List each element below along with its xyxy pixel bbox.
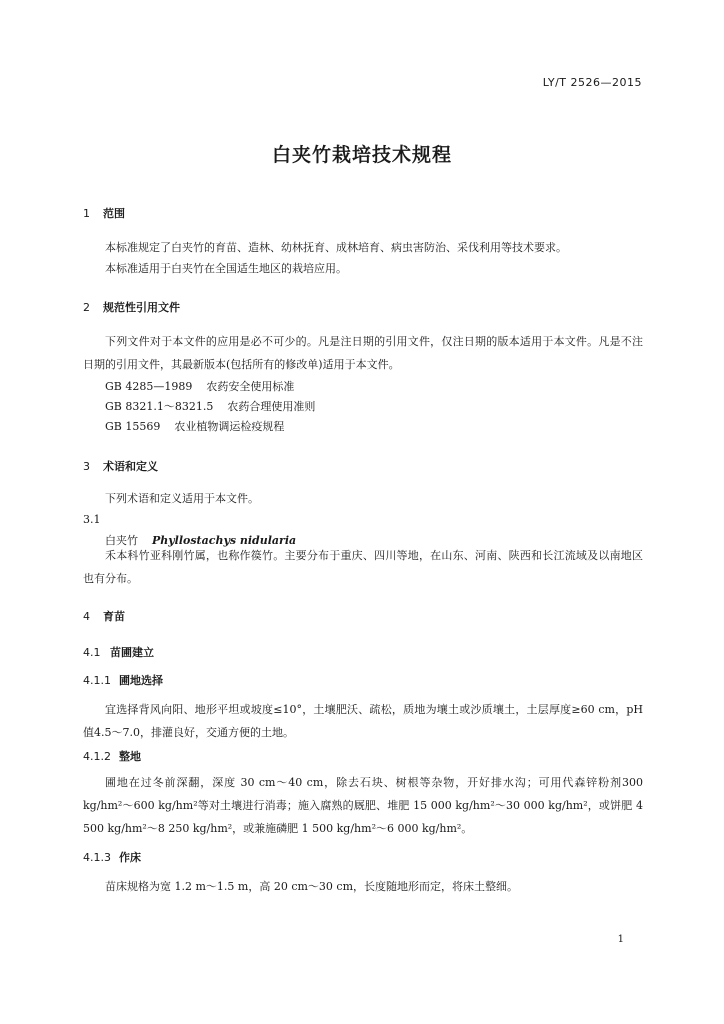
paragraph: 下列术语和定义适用于本文件。 [105,492,259,505]
reference-item [105,378,294,394]
paragraph: 下列文件对于本文件的应用是必不可少的。凡是注日期的引用文件，仅注日期的版本适用于本文件。凡是不注日期的引用文件，其最新版本(包括所有的修改单)适用于本文件。 [83,335,643,371]
section-number: 4.1.1 [83,674,111,687]
section-title: 圃地选择 [119,674,163,687]
page-number: 1 [617,934,624,945]
paragraph: 宜选择背风向阳、地形平坦或坡度≤10°，土壤肥沃、疏松，质地为壤土或沙质壤土，土层厚度≥60 cm，pH 值4.5～7.0，排灌良好，交通方便的土地。 [83,703,643,739]
section-title: 苗圃建立 [110,646,154,659]
section-title: 作床 [119,851,141,864]
section-title: 范围 [103,207,125,220]
section-number: 4.1.2 [83,750,111,763]
section-title: 整地 [119,750,141,763]
reference-code: GB 15569 [105,420,161,433]
section-title: 育苗 [103,610,125,623]
section-heading [83,205,125,221]
section-heading [83,458,158,474]
subsection-heading [83,644,154,660]
subsection-heading [83,849,141,865]
section-number: 4.1 [83,646,101,659]
section-number: 4.1.3 [83,851,111,864]
reference-name: 农药安全使用标准 [206,380,295,393]
subsection-heading [83,672,163,688]
reference-name: 农药合理使用准则 [227,400,316,413]
paragraph: 本标准适用于白夹竹在全国适生地区的栽培应用。 [105,262,347,275]
section-heading [83,299,180,315]
reference-name: 农业植物调运检疫规程 [174,420,285,433]
reference-item [105,418,284,434]
subsection-heading [83,748,141,764]
section-heading [83,608,125,624]
paragraph: 苗床规格为宽 1.2 m～1.5 m，高 20 cm～30 cm，长度随地形而定，将床土整细。 [105,880,519,893]
paragraph: 本标准规定了白夹竹的育苗、造林、幼林抚育、成林培育、病虫害防治、采伐利用等技术要求。 [105,241,567,254]
term-number: 3.1 [83,513,101,526]
term-latin: Phyllostachys nidularia [152,534,297,547]
section-title: 术语和定义 [103,460,158,473]
term-chinese: 白夹竹 [105,534,138,547]
reference-item [105,398,315,414]
paragraph: 圃地在过冬前深翻，深度 30 cm～40 cm，除去石块、树根等杂物，开好排水沟；可用代森锌粉剂300 kg/hm²～600 kg/hm²等对土壤进行消毒；施入腐熟的厩肥、堆肥 15 000 kg/hm²～30 000 kg/hm²，或饼肥 4 500 kg/hm²～8 250 kg/hm²，或兼施磷肥 1 500 kg/hm²～6 000 kg/hm²。 [83,776,643,835]
section-number: 4 [83,610,90,623]
section-number: 3 [83,460,90,473]
paragraph: 禾本科竹亚科刚竹属，也称作篌竹。主要分布于重庆、四川等地，在山东、河南、陕西和长江流域及以南地区也有分布。 [83,549,643,585]
section-title: 规范性引用文件 [103,301,180,314]
page-title: 白夹竹栽培技术规程 [271,144,452,166]
standard-number: LY/T 2526—2015 [542,76,642,89]
section-number: 2 [83,301,90,314]
reference-code: GB 4285—1989 [105,380,193,393]
section-number: 1 [83,207,90,220]
reference-code: GB 8321.1～8321.5 [105,400,214,413]
